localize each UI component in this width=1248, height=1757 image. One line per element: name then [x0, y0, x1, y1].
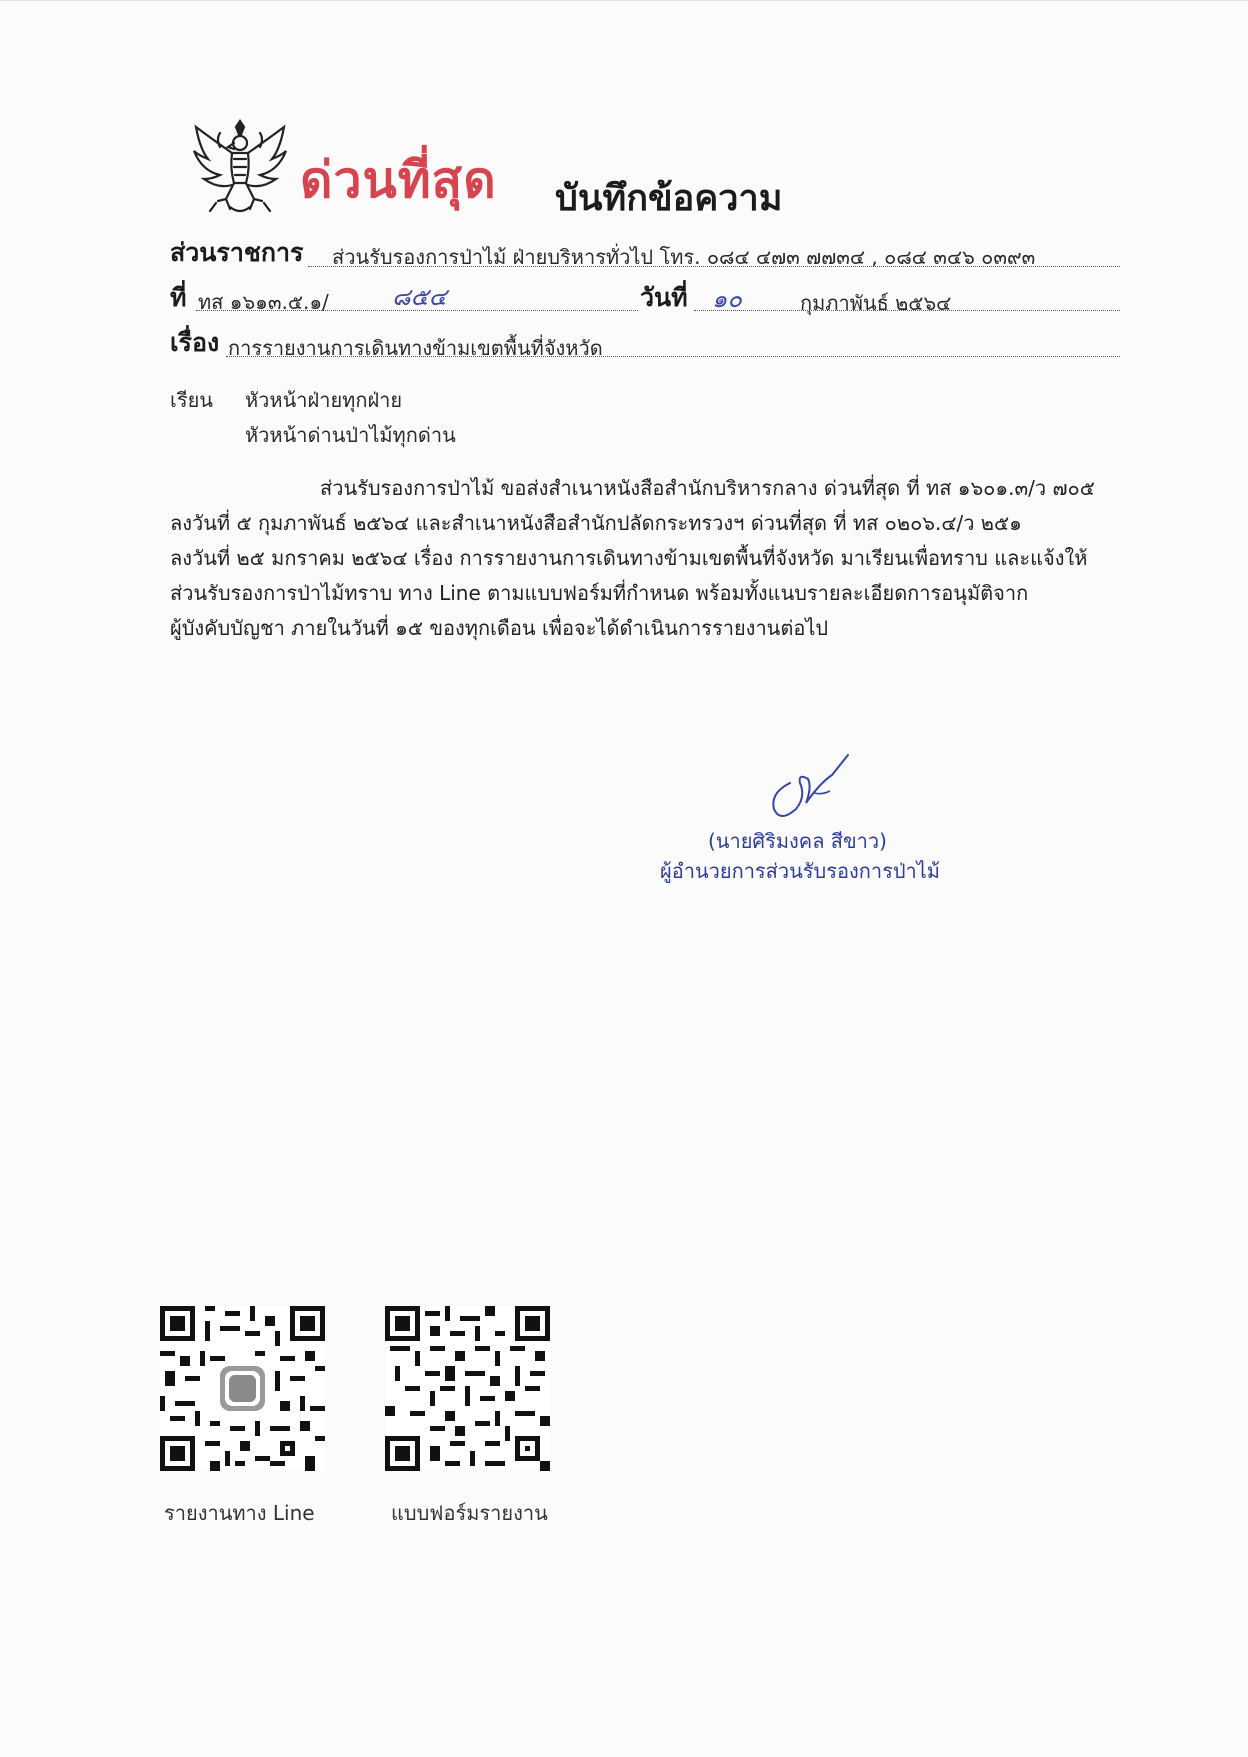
form-qr-block[interactable]	[385, 1306, 550, 1529]
recipient-2: หัวหน้าด่านป่าไม้ทุกด่าน	[245, 423, 456, 447]
date-label: วันที่	[640, 283, 688, 312]
body-line: ส่วนรับรองการป่าไม้ทราบ ทาง Line ตามแบบฟอร์มที่กำหนด พร้อมทั้งแนบรายละเอียดการอนุมัติจาก	[170, 581, 1029, 605]
body-paragraph	[170, 471, 1122, 646]
date-day-handwritten: ๑๐	[712, 285, 742, 313]
handwritten-signature-icon	[760, 753, 860, 823]
body-line: ผู้บังคับบัญชา ภายในวันที่ ๑๕ ของทุกเดือน เพื่อจะได้ดำเนินการรายงานต่อไป	[170, 616, 829, 640]
ref-prefix: ทส ๑๖๑๓.๕.๑/	[198, 290, 329, 314]
subject-label: เรื่อง	[170, 328, 220, 357]
ref-number-handwritten: ๘๕๔	[392, 283, 447, 311]
agency-label: ส่วนราชการ	[170, 238, 304, 267]
recipient-1: หัวหน้าฝ่ายทุกฝ่าย	[245, 388, 403, 412]
signatory-name: (นายศิริมงคล สีขาว)	[708, 829, 887, 853]
form-qr-caption: แบบฟอร์มรายงาน	[391, 1501, 548, 1525]
memo-title: บันทึกข้อความ	[555, 178, 783, 219]
line-qr-code-icon[interactable]	[160, 1306, 325, 1471]
line-qr-caption: รายงานทาง Line	[164, 1501, 315, 1525]
signatory-position: ผู้อำนวยการส่วนรับรองการป่าไม้	[660, 859, 940, 883]
subject-value: การรายงานการเดินทางข้ามเขตพื้นที่จังหวัด	[228, 336, 603, 360]
line-qr-block[interactable]	[160, 1306, 325, 1529]
garuda-emblem-icon	[190, 119, 290, 219]
form-qr-code-icon[interactable]	[385, 1306, 550, 1471]
urgent-stamp: ด่วนที่สุด	[300, 151, 497, 209]
agency-value: ส่วนรับรองการป่าไม้ ฝ่ายบริหารทั่วไป โทร. ๐๘๔ ๔๗๓ ๗๗๓๔ , ๐๘๔ ๓๔๖ ๐๓๙๓	[332, 245, 1036, 269]
body-line: ลงวันที่ ๒๕ มกราคม ๒๕๖๔ เรื่อง การรายงานการเดินทางข้ามเขตพื้นที่จังหวัด มาเรียนเพื่อทราบ และแจ้งให้	[170, 546, 1088, 570]
salutation-label: เรียน	[170, 388, 213, 412]
ref-label: ที่	[170, 283, 187, 312]
date-month-year: กุมภาพันธ์ ๒๕๖๔	[800, 291, 952, 315]
body-line: ลงวันที่ ๕ กุมภาพันธ์ ๒๕๖๔ และสำเนาหนังสือสำนักปลัดกระทรวงฯ ด่วนที่สุด ที่ ทส ๐๒๐๖.๔/ว ๒๕๑	[170, 511, 1022, 535]
body-line: ส่วนรับรองการป่าไม้ ขอส่งสำเนาหนังสือสำนักบริหารกลาง ด่วนที่สุด ที่ ทส ๑๖๐๑.๓/ว ๗๐๕	[320, 476, 1095, 500]
